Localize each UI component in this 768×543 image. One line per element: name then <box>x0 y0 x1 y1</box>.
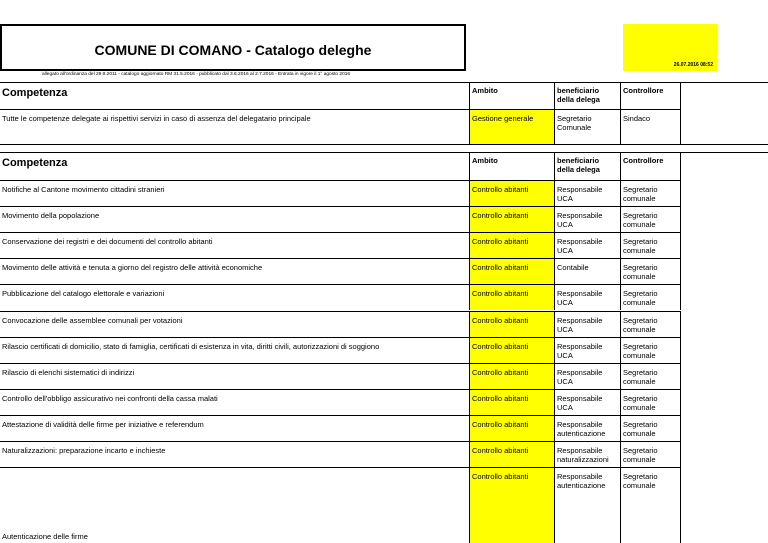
cell-controllore: Segretario comunale <box>620 311 680 337</box>
header-controllore: Controllore <box>620 82 680 109</box>
document-subtitle: allegato all'ordinanza del 29.8.2011 - catalogo aggiornato RM 31.5.2016 - pubblicato dal 3.6.2016 al 2.7.2016 - Entrata in vigore il 1° agosto 2016 <box>42 72 351 77</box>
page-title: COMUNE DI COMANO - Catalogo deleghe <box>94 42 372 58</box>
header-controllore: Controllore <box>620 152 680 180</box>
table-right-border <box>680 82 681 109</box>
cell-beneficiario: Responsabile UCA <box>554 363 620 389</box>
title-box <box>0 24 466 71</box>
cell-ambito: Controllo abitanti <box>469 311 554 337</box>
header-competenza: Competenza <box>0 152 469 180</box>
table-right-border <box>680 284 681 310</box>
section1-bottom-rule <box>0 144 768 145</box>
cell-beneficiario: Responsabile autenticazione <box>554 415 620 441</box>
cell-controllore: Segretario comunale <box>620 284 680 310</box>
cell-competenza: Rilascio certificati di domicilio, stato di famiglia, certificati di esistenza in vita, diritti civili, autorizzazioni di soggiono <box>0 337 469 363</box>
table-right-border <box>680 441 681 467</box>
header-competenza: Competenza <box>0 82 469 109</box>
cell-competenza: Autenticazione delle firme <box>0 467 469 543</box>
cell-beneficiario: Contabile <box>554 258 620 284</box>
header-beneficiario: beneficiario della delega <box>554 82 620 109</box>
cell-controllore: Segretario comunale <box>620 337 680 363</box>
cell-ambito: Controllo abitanti <box>469 337 554 363</box>
cell-ambito: Controllo abitanti <box>469 363 554 389</box>
cell-competenza: Controllo dell'obbligo assicurativo nei confronti della cassa malati <box>0 389 469 415</box>
cell-competenza: Notifiche al Cantone movimento cittadini stranieri <box>0 180 469 206</box>
cell-beneficiario: Responsabile naturalizzazioni <box>554 441 620 467</box>
table-right-border <box>680 152 681 180</box>
cell-ambito: Controllo abitanti <box>469 415 554 441</box>
cell-controllore: Segretario comunale <box>620 441 680 467</box>
cell-ambito: Controllo abitanti <box>469 232 554 258</box>
cell-controllore: Segretario comunale <box>620 363 680 389</box>
cell-controllore: Segretario comunale <box>620 232 680 258</box>
header-ambito: Ambito <box>469 82 554 109</box>
cell-controllore: Segretario comunale <box>620 258 680 284</box>
cell-ambito: Controllo abitanti <box>469 206 554 232</box>
cell-competenza: Convocazione delle assemblee comunali per votazioni <box>0 311 469 337</box>
cell-competenza: Tutte le competenze delegate ai rispettivi servizi in caso di assenza del delegatario principale <box>0 109 469 144</box>
cell-ambito: Controllo abitanti <box>469 389 554 415</box>
cell-controllore: Segretario comunale <box>620 206 680 232</box>
cell-controllore: Segretario comunale <box>620 389 680 415</box>
cell-beneficiario: Responsabile UCA <box>554 284 620 310</box>
cell-beneficiario: Responsabile UCA <box>554 180 620 206</box>
table-right-border <box>680 415 681 441</box>
cell-beneficiario: Responsabile autenticazione <box>554 467 620 543</box>
cell-competenza: Pubblicazione del catalogo elettorale e variazioni <box>0 284 469 310</box>
date-box <box>623 24 717 71</box>
cell-controllore: Segretario comunale <box>620 467 680 543</box>
cell-ambito: Controllo abitanti <box>469 258 554 284</box>
table-right-border <box>680 180 681 206</box>
header-beneficiario: beneficiario della delega <box>554 152 620 180</box>
table-right-border <box>680 389 681 415</box>
cell-beneficiario: Responsabile UCA <box>554 389 620 415</box>
table-right-border <box>680 467 681 543</box>
cell-controllore: Segretario comunale <box>620 180 680 206</box>
table-right-border <box>680 363 681 389</box>
cell-beneficiario: Responsabile UCA <box>554 337 620 363</box>
table-right-border <box>680 206 681 232</box>
cell-competenza: Conservazione dei registri e dei documenti del controllo abitanti <box>0 232 469 258</box>
table-right-border <box>680 258 681 284</box>
table-right-border <box>680 109 681 144</box>
cell-competenza: Naturalizzazioni: preparazione incarto e inchieste <box>0 441 469 467</box>
cell-beneficiario: Responsabile UCA <box>554 232 620 258</box>
cell-ambito: Controllo abitanti <box>469 441 554 467</box>
cell-ambito: Controllo abitanti <box>469 180 554 206</box>
cell-beneficiario: Responsabile UCA <box>554 206 620 232</box>
cell-ambito: Gestione generale <box>469 109 554 144</box>
table-right-border <box>680 232 681 258</box>
cell-ambito: Controllo abitanti <box>469 467 554 543</box>
header-ambito: Ambito <box>469 152 554 180</box>
cell-beneficiario: Responsabile UCA <box>554 311 620 337</box>
cell-ambito: Controllo abitanti <box>469 284 554 310</box>
timestamp: 26.07.2016 08:52 <box>673 62 713 68</box>
cell-controllore: Segretario comunale <box>620 415 680 441</box>
cell-controllore: Sindaco <box>620 109 680 144</box>
cell-competenza: Rilascio di elenchi sistematici di indirizzi <box>0 363 469 389</box>
cell-competenza: Attestazione di validità delle firme per iniziative e referendum <box>0 415 469 441</box>
cell-competenza: Movimento della popolazione <box>0 206 469 232</box>
cell-competenza: Movimento delle attività e tenuta a giorno del registro delle attività economiche <box>0 258 469 284</box>
cell-beneficiario: Segretario Comunale <box>554 109 620 144</box>
table-right-border <box>680 311 681 337</box>
table-right-border <box>680 337 681 363</box>
